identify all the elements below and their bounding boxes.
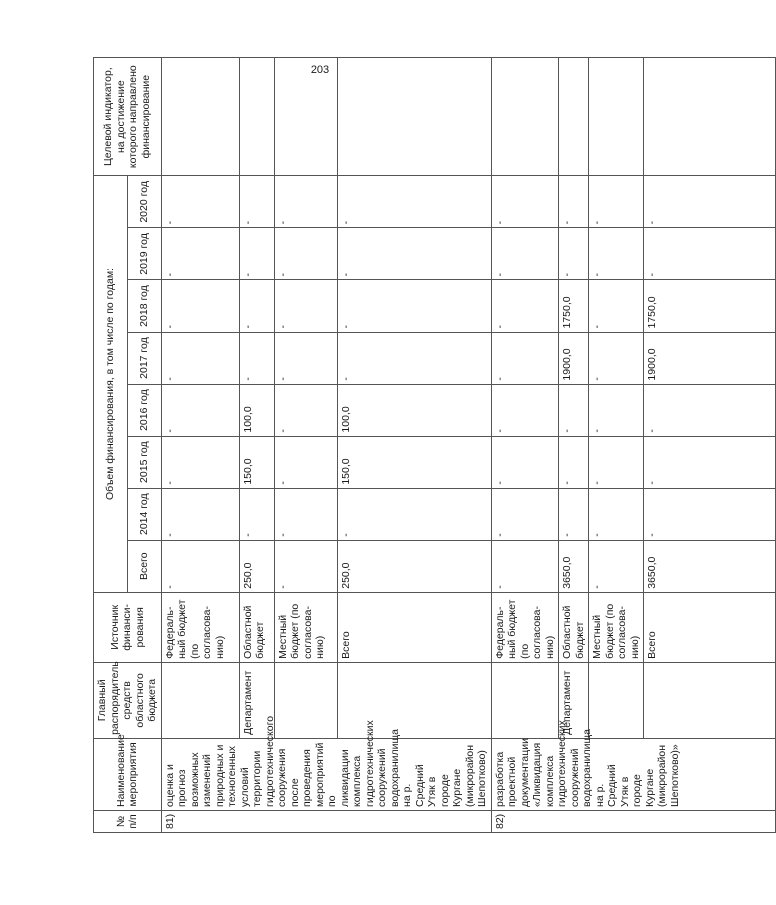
funding-value: - (161, 228, 239, 280)
funding-value: - (239, 228, 274, 280)
funding-value: - (589, 436, 644, 488)
financing-table (93, 57, 776, 833)
funding-value: - (589, 384, 644, 436)
header-total: Всего (127, 540, 161, 592)
funding-value: - (559, 436, 589, 488)
header-row (94, 58, 128, 833)
funding-value: - (589, 176, 644, 228)
activity-name: оценка и прогноз возможных изменений природных и техногенных условий территории гидротехнического сооружения после проведения мероприятий по ликвидации комплекса гидротехнических сооружений водохранилища на р. Средний Утяк в городе Кургане (микрорайон Шепотково) (161, 738, 491, 810)
row-number: 81) (161, 810, 491, 832)
target-indicator (559, 58, 589, 176)
header-year: 2014 год (127, 488, 161, 540)
funding-value: - (161, 540, 239, 592)
funding-source: Местный бюджет (по согласова-нию) (589, 592, 644, 662)
budget-manager: Департамент (559, 662, 589, 738)
funding-value: - (491, 332, 559, 384)
funding-value: 100,0 (239, 384, 274, 436)
funding-value: - (239, 332, 274, 384)
funding-value: - (274, 228, 338, 280)
header-year: 2020 год (127, 176, 161, 228)
header-year: 2016 год (127, 384, 161, 436)
funding-source: Всего (644, 592, 776, 662)
funding-value: - (559, 488, 589, 540)
header-name: Наименование мероприятия (94, 738, 162, 810)
header-target: Целевой индикатор, на достижение которого направлено финансирование (94, 58, 162, 176)
funding-source: Федераль-ный бюджет (по согласова-нию) (491, 592, 559, 662)
funding-value: 250,0 (338, 540, 491, 592)
funding-value: - (161, 488, 239, 540)
funding-value: - (274, 436, 338, 488)
funding-value: 3650,0 (644, 540, 776, 592)
target-indicator (161, 58, 239, 176)
page-number: 203 (310, 64, 330, 76)
target-indicator (338, 58, 491, 176)
budget-manager-empty (589, 662, 644, 738)
funding-value: - (589, 540, 644, 592)
funding-source: Областной бюджет (559, 592, 589, 662)
funding-value: - (274, 176, 338, 228)
funding-value: - (644, 176, 776, 228)
funding-source: Федераль-ный бюджет (по согласова-нию) (161, 592, 239, 662)
funding-value: - (491, 488, 559, 540)
funding-value: - (274, 332, 338, 384)
header-volume: Объем финансирования, в том числе по годам: (94, 176, 128, 592)
funding-value: - (338, 488, 491, 540)
budget-manager-empty (338, 662, 491, 738)
funding-value: - (589, 488, 644, 540)
funding-value: - (338, 280, 491, 332)
funding-value: - (491, 384, 559, 436)
table-row (274, 58, 338, 833)
funding-value: - (644, 436, 776, 488)
funding-value: - (274, 384, 338, 436)
funding-value: - (491, 176, 559, 228)
funding-value: 1750,0 (644, 280, 776, 332)
table-row (338, 58, 491, 833)
funding-value: - (491, 228, 559, 280)
target-indicator (239, 58, 274, 176)
funding-value: - (338, 228, 491, 280)
row-number: 82) (491, 810, 776, 832)
budget-manager-empty (274, 662, 338, 738)
funding-value: 150,0 (338, 436, 491, 488)
funding-source: Местный бюджет (по согласова-нию) (274, 592, 338, 662)
header-year: 2018 год (127, 280, 161, 332)
funding-value: - (644, 488, 776, 540)
target-indicator (491, 58, 559, 176)
funding-value: - (338, 176, 491, 228)
funding-value: - (338, 332, 491, 384)
funding-value: - (239, 176, 274, 228)
budget-manager-empty (491, 662, 559, 738)
header-num: № п/п (94, 810, 162, 832)
funding-value: - (559, 384, 589, 436)
funding-value: - (491, 436, 559, 488)
rotated-table-wrapper (93, 57, 681, 833)
funding-value: 100,0 (338, 384, 491, 436)
table-row (559, 58, 589, 833)
funding-value: - (161, 384, 239, 436)
header-source: Источник финанси-рования (94, 592, 162, 662)
funding-value: 1900,0 (644, 332, 776, 384)
funding-value: - (589, 332, 644, 384)
funding-value: - (274, 280, 338, 332)
funding-source: Областной бюджет (239, 592, 274, 662)
budget-manager: Департамент (239, 662, 274, 738)
funding-value: - (644, 384, 776, 436)
funding-value: 250,0 (239, 540, 274, 592)
table-row (161, 58, 239, 833)
funding-value: - (644, 228, 776, 280)
funding-value: - (491, 540, 559, 592)
budget-manager-empty (161, 662, 239, 738)
funding-value: - (274, 540, 338, 592)
funding-value: - (559, 228, 589, 280)
header-manager: Главный распорядитель средств областного бюджета (94, 662, 162, 738)
target-indicator (644, 58, 776, 176)
funding-value: - (239, 488, 274, 540)
funding-value: 1750,0 (559, 280, 589, 332)
table-row (491, 58, 559, 833)
table-row (589, 58, 644, 833)
table-row (644, 58, 776, 833)
table-body (161, 58, 776, 833)
budget-manager-empty (644, 662, 776, 738)
header-year: 2015 год (127, 436, 161, 488)
activity-name: разработка проектной документации «Ликвидация комплекса гидротехнических сооружений водохранилища на р. Средний Утяк в городе Кургане (микрорайон Шепотково)» (491, 738, 776, 810)
funding-value: - (589, 228, 644, 280)
funding-value: - (161, 436, 239, 488)
funding-value: - (161, 332, 239, 384)
funding-value: 3650,0 (559, 540, 589, 592)
funding-value: 150,0 (239, 436, 274, 488)
funding-value: - (491, 280, 559, 332)
funding-value: - (559, 176, 589, 228)
funding-value: - (589, 280, 644, 332)
funding-value: - (161, 280, 239, 332)
funding-value: 1900,0 (559, 332, 589, 384)
header-year: 2017 год (127, 332, 161, 384)
header-year: 2019 год (127, 228, 161, 280)
funding-source: Всего (338, 592, 491, 662)
target-indicator (589, 58, 644, 176)
funding-value: - (239, 280, 274, 332)
target-indicator (274, 58, 338, 176)
funding-value: - (274, 488, 338, 540)
funding-value: - (161, 176, 239, 228)
